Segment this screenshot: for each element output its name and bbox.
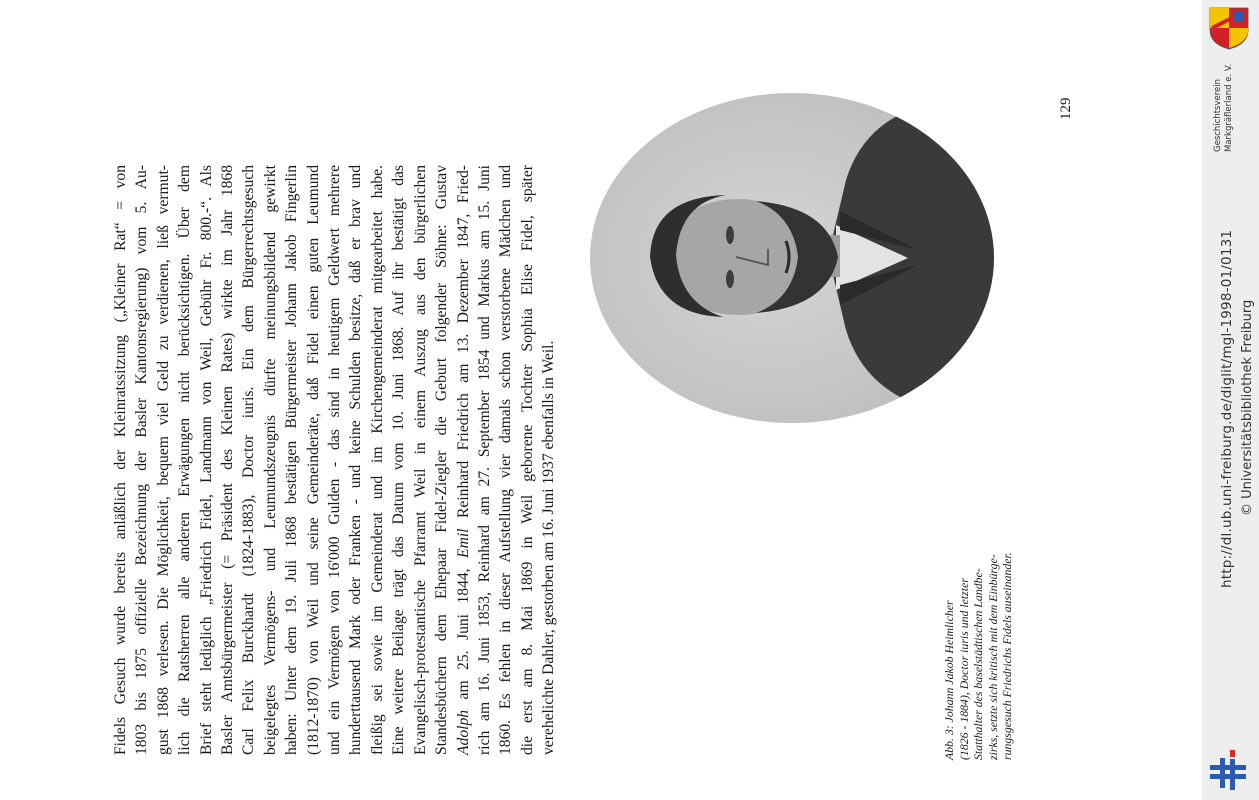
body-line: gust 1868 verlesen. Die Möglichkeit, bequem viel Geld zu verdienen, ließ vermut- xyxy=(154,165,172,755)
body-line: und ein Vermögen von 16'000 Gulden - das sind in heutigem Geldwert mehrere xyxy=(326,165,344,755)
body-line: beigelegtes Vermögens- und Leumundszeugnis dürfte meinungsbildend gewirkt xyxy=(261,165,279,755)
body-line: 1803 bis 1875 offizielle Bezeichnung der Basler Kantonsregierung) vom 5. Au- xyxy=(133,165,151,755)
caption-line: Abb. 3: Johann Jakob Heimlicher xyxy=(942,600,956,760)
caption-line: rungsgesuch Friedrichs Fidels auseinander. xyxy=(1000,552,1015,760)
caption-line: zirks, setzte sich kritisch mit dem Einbürge- xyxy=(985,554,1000,760)
ub-freiburg-logo-icon xyxy=(1208,748,1248,792)
body-line: Eine weitere Beilage trägt das Datum vom 10. Juni 1868. Auf ihr bestätigt das xyxy=(390,165,408,755)
body-line: lich die Ratsherren alle anderen Erwägungen nicht berücksichtigen. Über dem xyxy=(176,165,194,755)
figure-caption xyxy=(942,460,1015,760)
society-name-line1: Geschichtsverein xyxy=(1213,78,1223,152)
body-text xyxy=(110,165,560,755)
body-line: die erst am 8. Mai 1869 in Weil geborene Tochter Sophia Elise Fidel, später xyxy=(518,165,536,755)
society-name-line2: Markgräflerland e. V. xyxy=(1224,63,1234,152)
caption-line: Statthalter des baselstädtischen Landbe- xyxy=(971,568,986,760)
document-page xyxy=(100,20,1180,780)
library-copyright: © Universitätsbibliothek Freiburg xyxy=(1240,299,1255,516)
body-line: Fidels Gesuch wurde bereits anläßlich der Kleinratssitzung („Kleiner Rat“ = von xyxy=(112,165,129,755)
body-line: 1860. Es fehlen in dieser Aufstellung vier damals schon verstorbene Mädchen und xyxy=(497,165,515,755)
digital-library-url[interactable]: http://dl.ub.uni-freiburg.de/diglit/mgl-1998-01/0131 xyxy=(1219,229,1235,588)
body-line: Basler Amtsbürgermeister (= Präsident des Kleinen Rates) wirkte im Jahr 1868 xyxy=(219,165,237,755)
body-line: haben: Unter dem 19. Juli 1868 bestätigen Bürgermeister Johann Jakob Fingerlin xyxy=(283,165,301,755)
body-line: (1812-1870) von Weil und seine Gemeinderäte, daß Fidel einen guten Leumund xyxy=(304,165,322,755)
body-line: verehelichte Dahler, gestorben am 16. Juni 1937 ebenfalls in Weil. xyxy=(540,340,558,755)
portrait-photo xyxy=(588,91,996,425)
body-line: hunderttausend Mark oder Franken - und keine Schulden besitze, daß er brav und xyxy=(347,165,365,755)
body-line: Standesbüchern dem Ehepaar Fidel-Ziegler die Geburt folgender Söhne: Gustav xyxy=(433,165,451,755)
caption-line: (1826 - 1884), Doctor iuris und letzter xyxy=(956,578,971,760)
page-number: 129 xyxy=(1058,97,1074,120)
body-line: Brief steht lediglich „Friedrich Fidel, Landmann von Weil, Gebühr Fr. 800.-“. Als xyxy=(197,165,215,755)
coat-of-arms-icon xyxy=(1206,6,1252,50)
body-line: Carl Felix Burckhardt (1824-1883), Doctor iuris. Ein dem Bürgerrechtsgesuch xyxy=(240,165,258,755)
body-line: fleißig sei sowie im Gemeinderat und im Kirchengemeinderat mitgearbeitet habe. xyxy=(368,165,386,755)
body-line: Adolph am 25. Juni 1844, Emil Reinhard Friedrich am 13. Dezember 1847, Fried- xyxy=(454,165,472,755)
body-line: Evangelisch-protestantische Pfarramt Weil in einem Auszug aus den bürgerlichen xyxy=(411,165,429,755)
body-line: rich am 16. Juni 1853, Reinhard am 27. September 1854 und Markus am 15. Juni xyxy=(475,165,493,755)
